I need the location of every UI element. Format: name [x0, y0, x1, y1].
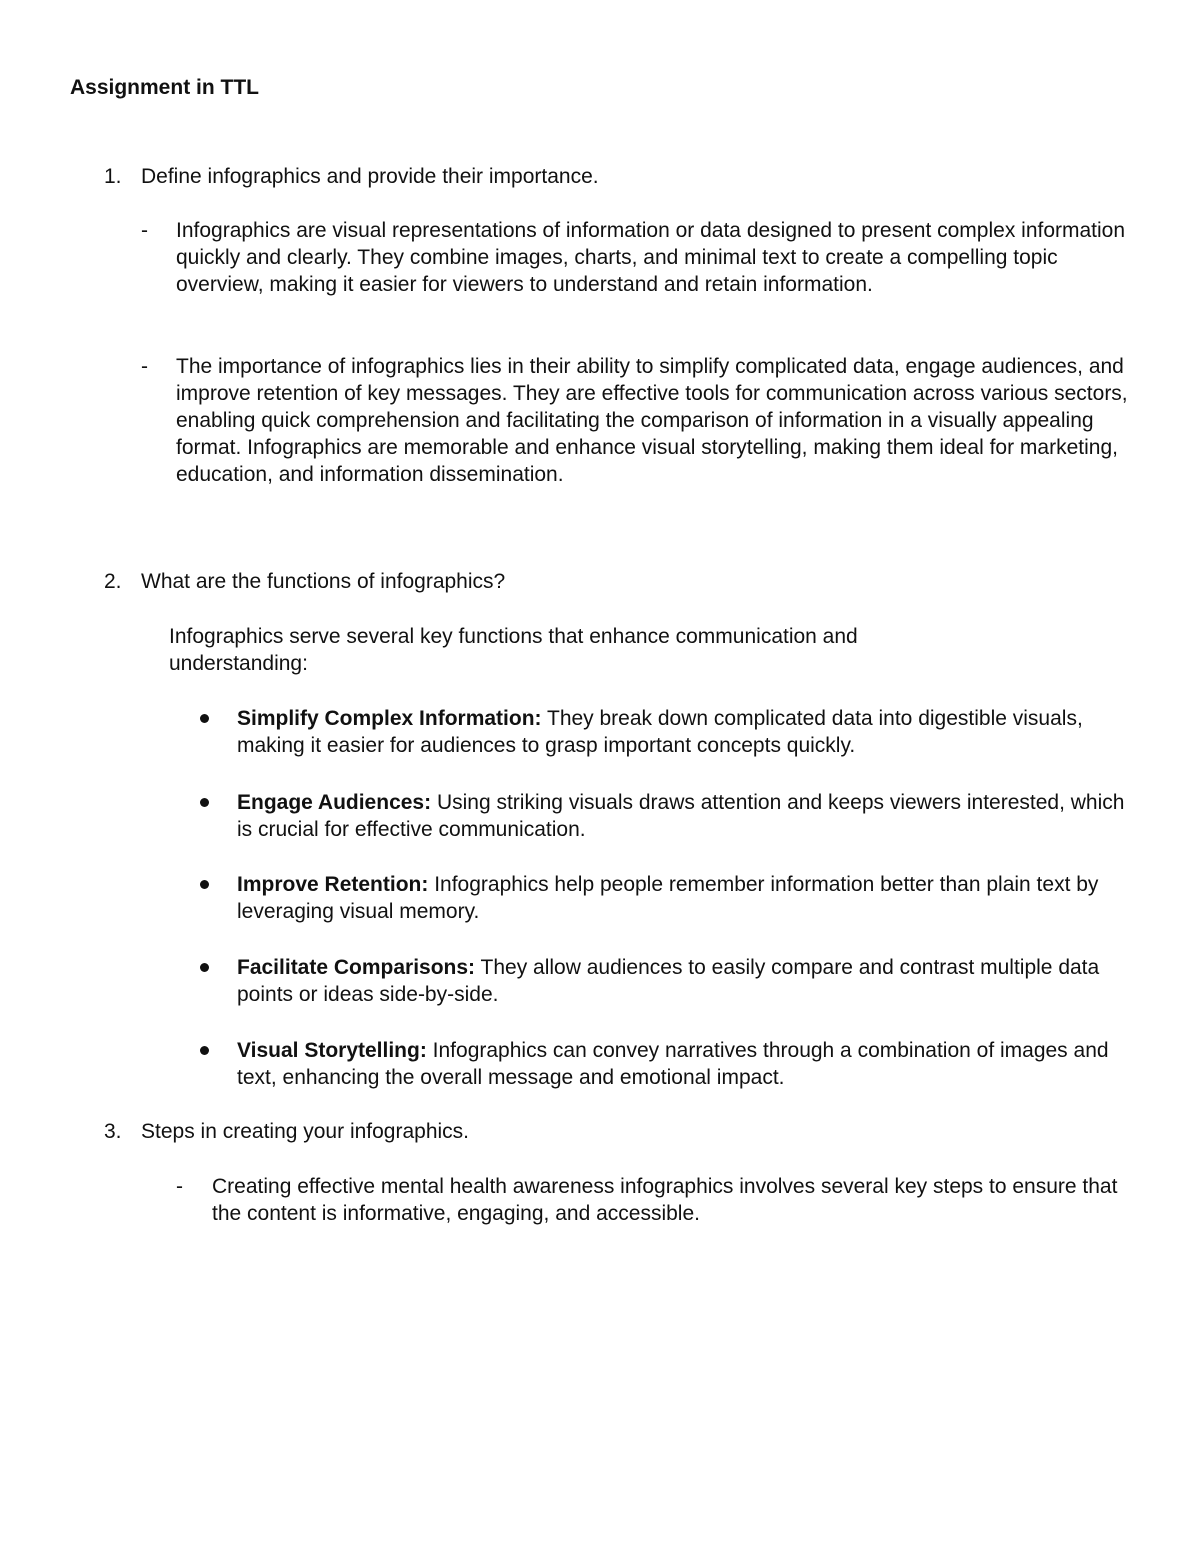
function-item-comparisons	[237, 954, 1137, 1008]
bullet-icon	[200, 880, 209, 889]
function-term: Engage Audiences:	[237, 791, 432, 814]
question-1-number: 1.	[104, 165, 122, 188]
function-item-storytelling	[237, 1037, 1137, 1091]
question-3-text: Steps in creating your infographics.	[141, 1120, 470, 1143]
function-desc: They allow audiences to easily compare and contrast multiple data points or ideas side-by-side.	[237, 956, 1100, 1006]
functions-intro: Infographics serve several key functions that enhance communication and understanding:	[169, 625, 858, 675]
function-desc: Using striking visuals draws attention and keeps viewers interested, which is crucial for effective communication.	[237, 791, 1125, 841]
answer-3a-marker: -	[176, 1175, 183, 1198]
question-3-number: 3.	[104, 1120, 122, 1143]
document-title: Assignment in TTL	[70, 76, 259, 99]
answer-3a-text: Creating effective mental health awareness infographics involves several key steps to ensure that the content is informative, engaging, and accessible.	[212, 1175, 1118, 1225]
bullet-icon	[200, 714, 209, 723]
function-desc: They break down complicated data into digestible visuals, making it easier for audiences to grasp important concepts quickly.	[237, 707, 1083, 757]
question-1-text: Define infographics and provide their importance.	[141, 165, 599, 188]
function-desc: Infographics can convey narratives through a combination of images and text, enhancing the overall message and emotional impact.	[237, 1039, 1109, 1089]
function-term: Improve Retention:	[237, 873, 429, 896]
question-2-number: 2.	[104, 570, 122, 593]
answer-1a-marker: -	[141, 219, 148, 242]
answer-1b-marker: -	[141, 355, 148, 378]
question-2-text: What are the functions of infographics?	[141, 570, 506, 593]
function-item-retention	[237, 871, 1137, 925]
bullet-icon	[200, 963, 209, 972]
function-item-engage	[237, 789, 1137, 843]
function-desc: Infographics help people remember information better than plain text by leveraging visual memory.	[237, 873, 1099, 923]
answer-1b-text: The importance of infographics lies in their ability to simplify complicated data, engage audiences, and improve retention of key messages. They are effective tools for communication across various sectors, enabling quick comprehension and facilitating the comparison of information in a visually appealing format. Infographics are memorable and enhance visual storytelling, making them ideal for marketing, education, and information dissemination.	[176, 355, 1128, 486]
function-term: Facilitate Comparisons:	[237, 956, 476, 979]
function-term: Visual Storytelling:	[237, 1039, 427, 1062]
function-term: Simplify Complex Information:	[237, 707, 542, 730]
function-item-simplify	[237, 705, 1137, 759]
bullet-icon	[200, 1046, 209, 1055]
answer-1a-text: Infographics are visual representations of information or data designed to present complex information quickly and clearly. They combine images, charts, and minimal text to create a compelling topic overview, making it easier for viewers to understand and retain information.	[176, 219, 1126, 296]
bullet-icon	[200, 798, 209, 807]
